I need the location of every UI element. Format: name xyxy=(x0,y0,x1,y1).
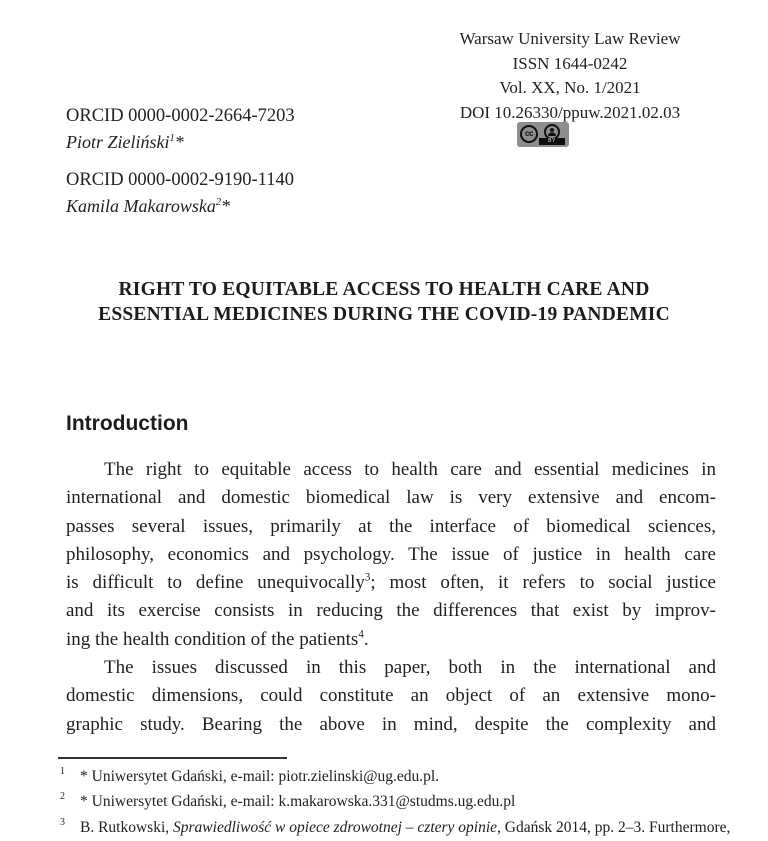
paragraph-line: philosophy, economics and psychology. The issue of justice in health care xyxy=(66,543,716,565)
journal-issn: ISSN 1644-0242 xyxy=(512,53,628,73)
author-affiliation-mark: * xyxy=(174,132,184,152)
author-orcid: ORCID 0000-0002-2664-7203 xyxy=(66,106,295,126)
author-block xyxy=(66,104,295,154)
footnote xyxy=(58,789,734,814)
paragraph-line: is difficult to define unequivocally$^3$; most often, it refers to social justice xyxy=(66,571,716,594)
paper-title xyxy=(34,278,734,327)
author-note-ref: 1 xyxy=(169,133,175,144)
paper-title-line: RIGHT TO EQUITABLE ACCESS TO HEALTH CARE AND xyxy=(118,279,650,300)
footnote-marker: 3 xyxy=(60,816,65,828)
section-heading: Introduction xyxy=(66,412,189,435)
footnote-separator xyxy=(58,757,287,759)
author-note-ref: 2 xyxy=(215,197,222,208)
article-body xyxy=(66,456,716,739)
footnote-marker: 2 xyxy=(60,791,65,803)
footnote-text: * Uniwersytet Gdański, e-mail: piotr.zielinski@ug.edu.pl. xyxy=(80,768,440,785)
footnote xyxy=(58,764,734,789)
paragraph-line: The right to equitable access to health care and essential medicines in xyxy=(104,459,716,480)
author-name xyxy=(66,194,294,218)
paragraph-line: graphic study. Bearing the above in mind, despite the complexity and xyxy=(66,713,716,735)
footnotes xyxy=(58,764,734,840)
journal-doi: DOI 10.26330/ppuw.2021.02.03 xyxy=(459,102,681,122)
journal-volume: Vol. XX, No. 1/2021 xyxy=(499,78,641,97)
paragraph-line: and its exercise consists in reducing the differences that exist by improv- xyxy=(66,600,716,622)
journal-header xyxy=(420,27,720,125)
paragraph-line: ing the health condition of the patients$^4$. xyxy=(66,628,369,650)
author-name-text: Kamila Makarowska xyxy=(66,196,216,216)
footnote-marker: 1 xyxy=(60,766,65,777)
paragraph-line: The issues discussed in this paper, both in the international and xyxy=(104,657,716,679)
paper-title-line: ESSENTIAL MEDICINES DURING THE COVID-19 PANDEMIC xyxy=(98,303,670,325)
cc-icon: cc xyxy=(520,125,538,143)
paragraph-line: domestic dimensions, could constitute an object of an extensive mono- xyxy=(66,685,716,707)
paragraph-line: passes several issues, primarily at the interface of biomedical sciences, xyxy=(66,515,716,537)
by-label: BY xyxy=(539,138,565,145)
journal-title: Warsaw University Law Review xyxy=(459,29,681,48)
cc-by-license-badge xyxy=(517,122,569,147)
author-orcid: ORCID 0000-0002-9190-1140 xyxy=(66,170,294,190)
author-name xyxy=(66,130,295,154)
author-affiliation-mark: * xyxy=(221,196,231,216)
author-name-text: Piotr Zieliński xyxy=(66,132,170,152)
paragraph-line: international and domestic biomedical law is very extensive and encom- xyxy=(66,487,716,509)
footnote-text: B. Rutkowski, Sprawiedliwość w opiece zdrowotnej – cztery opinie, Gdańsk 2014, pp. 2–3. Furthermore, xyxy=(80,818,731,836)
footnote xyxy=(58,815,734,840)
author-block xyxy=(66,168,294,218)
footnote-text: * Uniwersytet Gdański, e-mail: k.makarowska.331@studms.ug.edu.pl xyxy=(80,793,516,811)
